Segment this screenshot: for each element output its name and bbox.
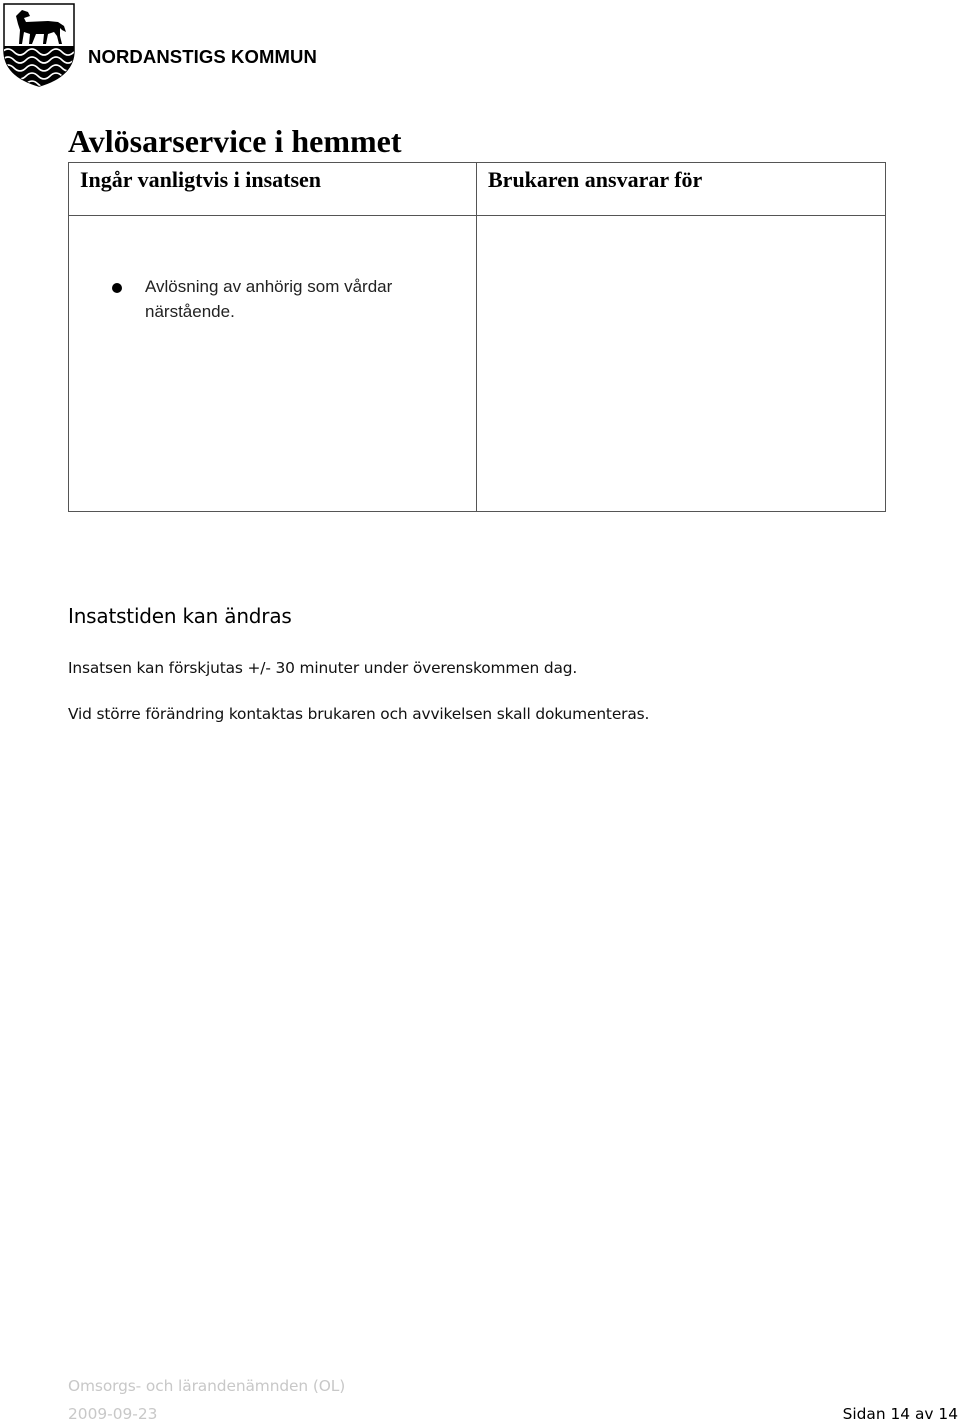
list-item (69, 274, 415, 324)
column-header-responsibility: Brukaren ansvarar för (477, 163, 886, 216)
section-heading: Insatstiden kan ändras (68, 604, 292, 628)
responsibility-table (68, 162, 886, 512)
section-paragraph: Vid större förändring kontaktas brukaren och avvikelsen skall dokumenteras. (68, 705, 650, 723)
column-header-included: Ingår vanligtvis i insatsen (69, 163, 477, 216)
table-row (69, 216, 886, 512)
included-list (69, 216, 476, 324)
document-title: Avlösarservice i hemmet (68, 123, 402, 159)
organization-name: NORDANSTIGS KOMMUN (88, 46, 317, 67)
page-number: Sidan 14 av 14 (842, 1405, 958, 1423)
bullet-icon (112, 283, 122, 293)
coat-of-arms-logo (2, 2, 76, 88)
table-header-row (69, 163, 886, 216)
footer-date: 2009-09-23 (68, 1405, 158, 1423)
section-paragraph: Insatsen kan förskjutas +/- 30 minuter under överenskommen dag. (68, 659, 578, 677)
list-item-text: Avlösning av anhörig som vårdar närstående. (145, 277, 393, 321)
included-cell (69, 216, 477, 512)
responsibility-cell (477, 216, 886, 512)
footer-department: Omsorgs- och lärandenämnden (OL) (68, 1377, 346, 1395)
